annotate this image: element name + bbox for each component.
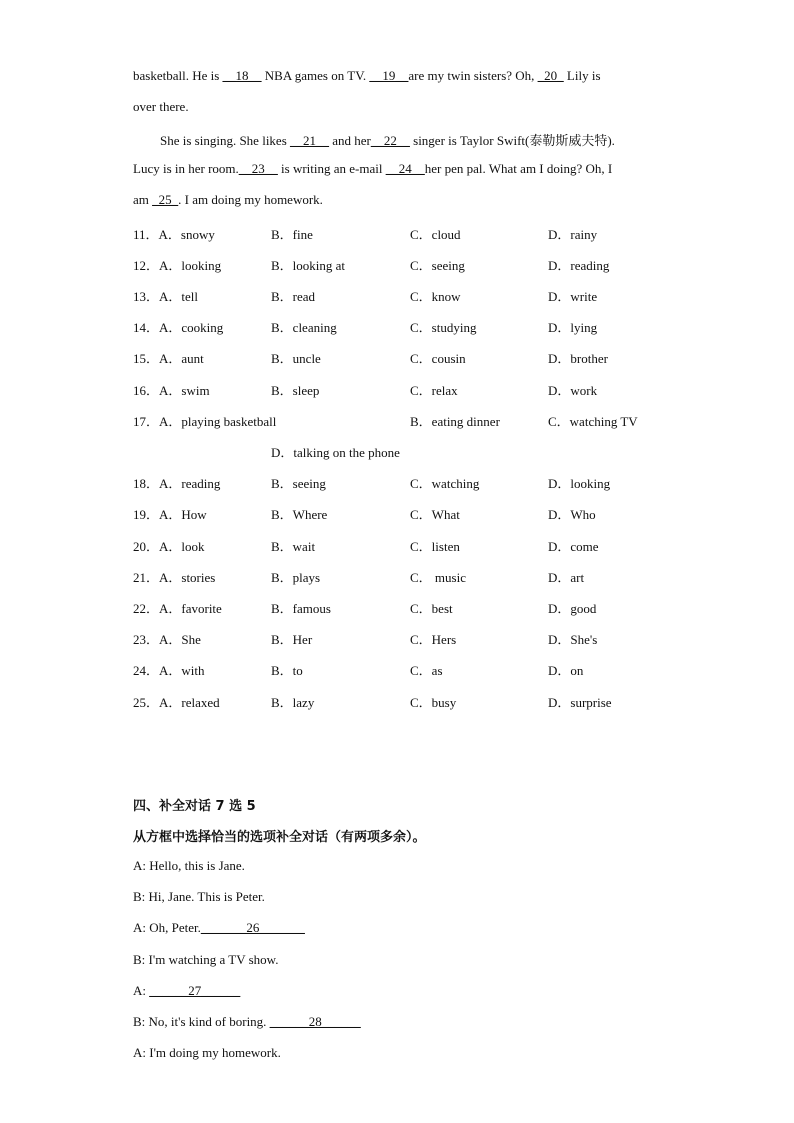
option-c: C．best [410,601,453,616]
dialogue-line-1: A: Hello, this is Jane. [133,858,245,873]
option-b: B．plays [271,570,321,585]
option-b: B．cleaning [271,320,337,335]
passage-text: Lily is [563,68,601,83]
option-c: C．What [410,507,460,522]
dialogue-text: A: Oh, Peter. [133,920,201,935]
question-18 [133,473,693,493]
option-d: D．come [548,539,599,554]
blank-27: ______27______ [149,983,241,998]
option-b: B．uncle [271,351,321,366]
option-a: 15．A．aunt [133,351,204,366]
option-a: 22．A．favorite [133,601,222,616]
blank-19: __19__ [369,68,409,83]
blank-23: __23__ [238,161,278,176]
option-a: 13．A．tell [133,289,198,304]
option-d: D．rainy [548,227,598,242]
passage-line-5 [133,192,323,208]
passage-line-4 [133,161,612,177]
option-a: 19．A．How [133,507,207,522]
blank-28: ______28______ [269,1014,361,1029]
passage-text: am [133,192,153,207]
blank-20: _20_ [537,68,564,83]
blank-22: __22__ [370,133,410,148]
option-d: D．Who [548,507,596,522]
dialogue-line-3 [133,920,305,936]
option-b: B．eating dinner [410,414,500,429]
option-d: D．work [548,383,598,398]
option-b: B．Where [271,507,328,522]
passage-text: NBA games on TV. [261,68,370,83]
option-a: 20．A．look [133,539,205,554]
question-20 [133,536,693,556]
option-c: C．as [410,663,443,678]
passage-text: is writing an e-mail [277,161,386,176]
option-a: 11．A．snowy [133,227,215,242]
dialogue-line-6 [133,1014,361,1030]
option-d: D．art [548,570,585,585]
option-d: D．brother [548,351,608,366]
option-a: 18．A．reading [133,476,221,491]
dialogue-line-7: A: I'm doing my homework. [133,1045,281,1060]
option-b: B．fine [271,227,313,242]
question-23 [133,629,693,649]
question-16 [133,380,693,400]
option-a: 14．A．cooking [133,320,224,335]
option-c: C．busy [410,695,457,710]
option-c: C．know [410,289,461,304]
blank-18: __18__ [222,68,262,83]
option-a: 12．A．looking [133,258,222,273]
section-instruction: 从方框中选择恰当的选项补全对话（有两项多余）。 [133,830,426,845]
dialogue-line-2: B: Hi, Jane. This is Peter. [133,889,265,904]
option-c: C．watching [410,476,480,491]
passage-text: singer is Taylor Swift(泰勒斯威夫特). [409,133,615,148]
question-14 [133,317,693,337]
option-d: D．on [548,663,584,678]
question-25 [133,692,693,712]
option-b: B．looking at [271,258,346,273]
option-b: B．seeing [271,476,326,491]
option-d: D．She's [548,632,598,647]
question-24 [133,660,693,680]
passage-text: and her [329,133,371,148]
option-a: 24．A．with [133,663,205,678]
question-12 [133,255,693,275]
question-19 [133,504,693,524]
question-17-continued [133,442,693,462]
section-heading: 四、补全对话 7 选 5 [133,799,256,814]
option-b: B．lazy [271,695,315,710]
question-17 [133,411,693,431]
blank-26: _______26_______ [200,920,305,935]
blank-25: _25_ [152,192,179,207]
option-b: B．sleep [271,383,320,398]
passage-text: She is singing. She likes [160,133,291,148]
passage-text: her pen pal. What am I doing? Oh, I [424,161,613,176]
option-a: 25．A．relaxed [133,695,220,710]
passage-line-3 [160,130,615,149]
dialogue-text: B: No, it's kind of boring. [133,1014,270,1029]
dialogue-text: A: [133,983,150,998]
passage-text: Lucy is in her room. [133,161,239,176]
option-a: 16．A．swim [133,383,210,398]
option-a: 23．A．She [133,632,201,647]
option-a: 21．A．stories [133,570,216,585]
option-c: C．Hers [410,632,457,647]
option-c: C．listen [410,539,460,554]
option-c: C．cousin [410,351,466,366]
passage-text: over there. [133,99,189,114]
passage-line-1 [133,68,601,84]
option-d: D．write [548,289,598,304]
question-11 [133,224,693,244]
question-13 [133,286,693,306]
option-c: C． music [410,570,466,585]
question-15 [133,348,693,368]
option-d: D．looking [548,476,611,491]
option-c: C．watching TV [548,414,638,429]
option-c: C．seeing [410,258,465,273]
dialogue-line-5 [133,983,240,999]
question-21 [133,567,693,587]
question-22 [133,598,693,618]
option-b: B．famous [271,601,331,616]
dialogue-line-4: B: I'm watching a TV show. [133,952,279,967]
passage-line-2 [133,99,189,115]
option-d: D．lying [548,320,598,335]
passage-text: basketball. He is [133,68,223,83]
option-c: C．studying [410,320,477,335]
option-b: B．wait [271,539,316,554]
passage-text: are my twin sisters? Oh, [408,68,538,83]
option-b: B．Her [271,632,313,647]
option-c: C．cloud [410,227,461,242]
option-c: C．relax [410,383,458,398]
option-d: D．reading [548,258,610,273]
option-b: B．to [271,663,303,678]
option-d: D．talking on the phone [271,445,400,460]
option-b: B．read [271,289,316,304]
option-d: D．surprise [548,695,612,710]
option-a: 17．A．playing basketball [133,414,277,429]
blank-21: __21__ [290,133,330,148]
blank-24: __24__ [385,161,425,176]
option-d: D．good [548,601,597,616]
passage-text: . I am doing my homework. [178,192,323,207]
